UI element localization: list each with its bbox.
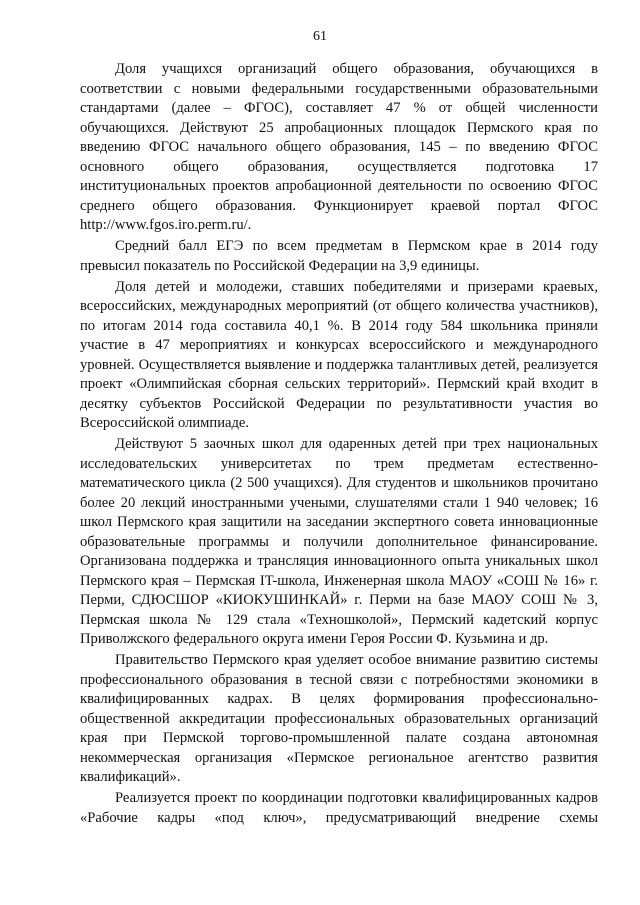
paragraph-fgos: Доля учащихся организаций общего образования, обучающихся в соответствии с новыми федеральными государственными образовательными стандартами (далее – ФГОС), составляет 47 % от общей численности обучающихся. Действуют 25 апробационных площадок Пермского края по введению ФГОС начального общего образования, 145 – по введению ФГОС основного общего образования, осуществляется подготовка 17 институциональных проектов апробационной деятельности по освоению ФГОС среднего общего образования. Функционирует краевой портал ФГОС http://www.fgos.iro.perm.ru/. <box>80 61 598 233</box>
page-number: 61 <box>313 29 327 44</box>
paragraph-workforce-project: Реализуется проект по координации подготовки квалифицированных кадров «Рабочие кадры «под ключ», предусматривающий внедрение схемы <box>80 790 598 826</box>
paragraph-correspondence-schools: Действуют 5 заочных школ для одаренных детей при трех национальных исследовательских университетах по трем предметам естественно-математического цикла (2 500 учащихся). Для студентов и школьников прочитано более 20 лекций иностранными учеными, слушателями стали 1 940 человек; 16 школ Пермского края защитили на заседании экспертного совета инновационные образовательные программы и получили дополнительное финансирование. Организована поддержка и трансляция инновационного опыта уникальных школ Пермского края – Пермская IT-школа, Инженерная школа МАОУ «СОШ № 16» г. Перми, СДЮСШОР «КИОКУШИНКАЙ» г. Перми на базе МАОУ СОШ № 3, Пермская школа № 129 стала «Техношколой», Пермский кадетский корпус Приволжского федерального округа имени Героя России Ф. Кузьмина и др. <box>80 436 598 647</box>
document-body <box>80 60 598 830</box>
paragraph-ege-score: Средний балл ЕГЭ по всем предметам в Пермском крае в 2014 году превысил показатель по Российской Федерации на 3,9 единицы. <box>80 238 598 274</box>
paragraph-olympiad-winners: Доля детей и молодежи, ставших победителями и призерами краевых, всероссийских, международных мероприятий (от общего количества участников), по итогам 2014 года составила 40,1 %. В 2014 году 584 школьника приняли участие в 47 мероприятиях и конкурсах всероссийского и международного уровней. Осуществляется выявление и поддержка талантливых детей, реализуется проект «Олимпийская сборная сельских территорий». Пермский край входит в десятку субъектов Российской Федерации по результативности участия во Всероссийской олимпиаде. <box>80 278 598 431</box>
paragraph-professional-education: Правительство Пермского края уделяет особое внимание развитию системы профессионального образования в тесной связи с потребностями экономики в квалифицированных кадрах. В целях формирования профессионально-общественной аккредитации профессиональных образовательных организаций края при Пермской торгово-промышленной палате создана автономная некоммерческая организация «Пермское региональное агентство развития квалификаций». <box>80 652 598 785</box>
